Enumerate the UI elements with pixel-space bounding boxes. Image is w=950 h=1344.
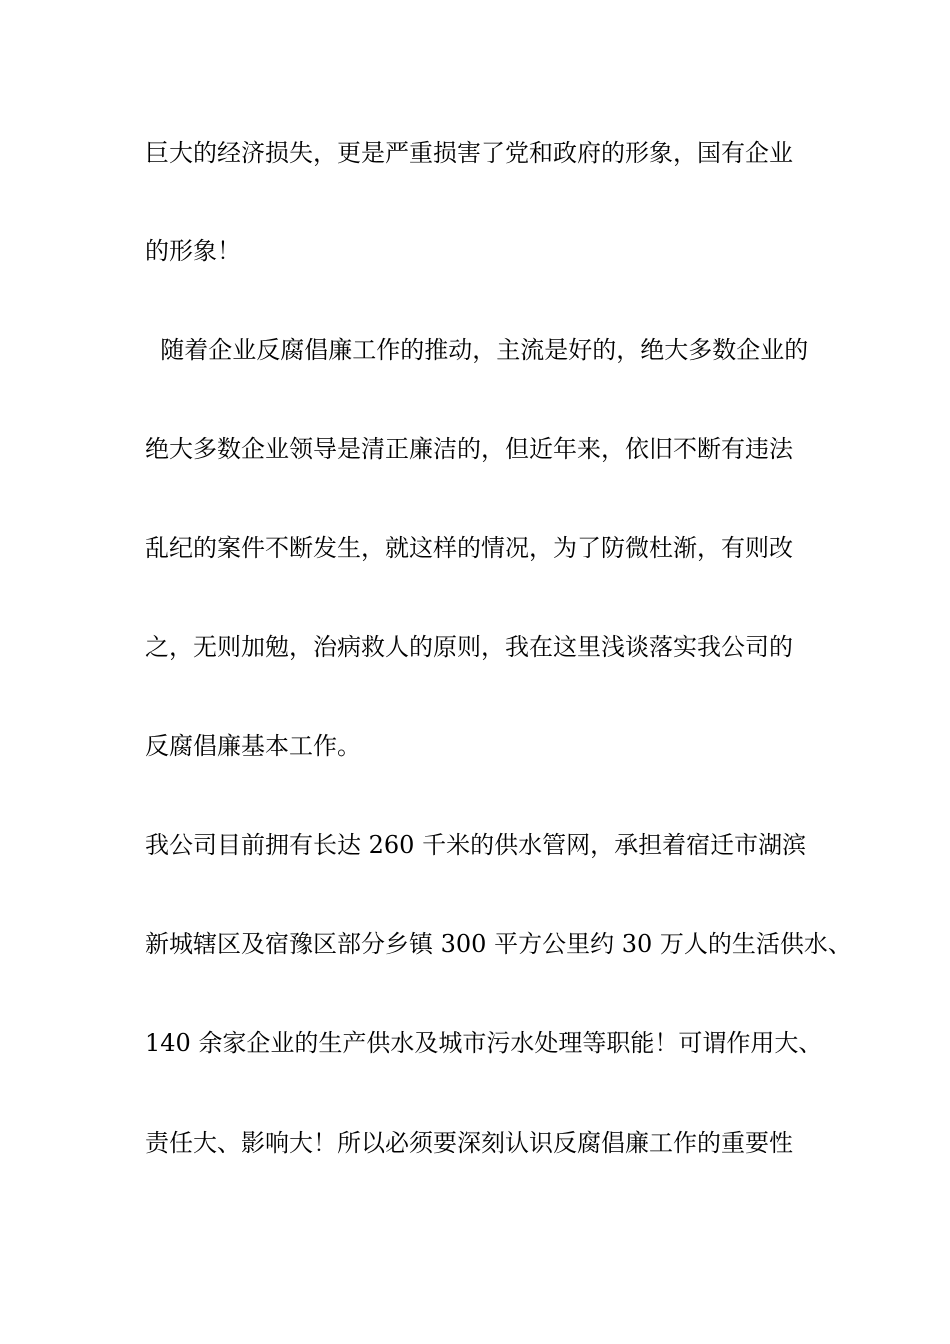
body-text-line: 乱纪的案件不断发生，就这样的情况，为了防微杜渐，有则改 bbox=[145, 534, 793, 562]
body-text-line: 我公司目前拥有长达 260 千米的供水管网，承担着宿迁市湖滨 bbox=[145, 831, 807, 859]
body-text-line: 新城辖区及宿豫区部分乡镇 300 平方公里约 30 万人的生活供水、 bbox=[145, 930, 852, 958]
body-text-line: 的形象！ bbox=[145, 237, 241, 265]
body-text-line: 反腐倡廉基本工作。 bbox=[145, 732, 361, 760]
body-text-line: 巨大的经济损失，更是严重损害了党和政府的形象，国有企业 bbox=[145, 139, 793, 167]
body-text-line: 随着企业反腐倡廉工作的推动，主流是好的，绝大多数企业的 bbox=[145, 336, 809, 364]
body-text-line: 140 余家企业的生产供水及城市污水处理等职能！可谓作用大、 bbox=[145, 1029, 823, 1057]
body-text-line: 之，无则加勉，治病救人的原则，我在这里浅谈落实我公司的 bbox=[145, 633, 793, 661]
body-text-line: 绝大多数企业领导是清正廉洁的，但近年来，依旧不断有违法 bbox=[145, 435, 793, 463]
body-text-line: 责任大、影响大！所以必须要深刻认识反腐倡廉工作的重要性 bbox=[145, 1129, 793, 1157]
